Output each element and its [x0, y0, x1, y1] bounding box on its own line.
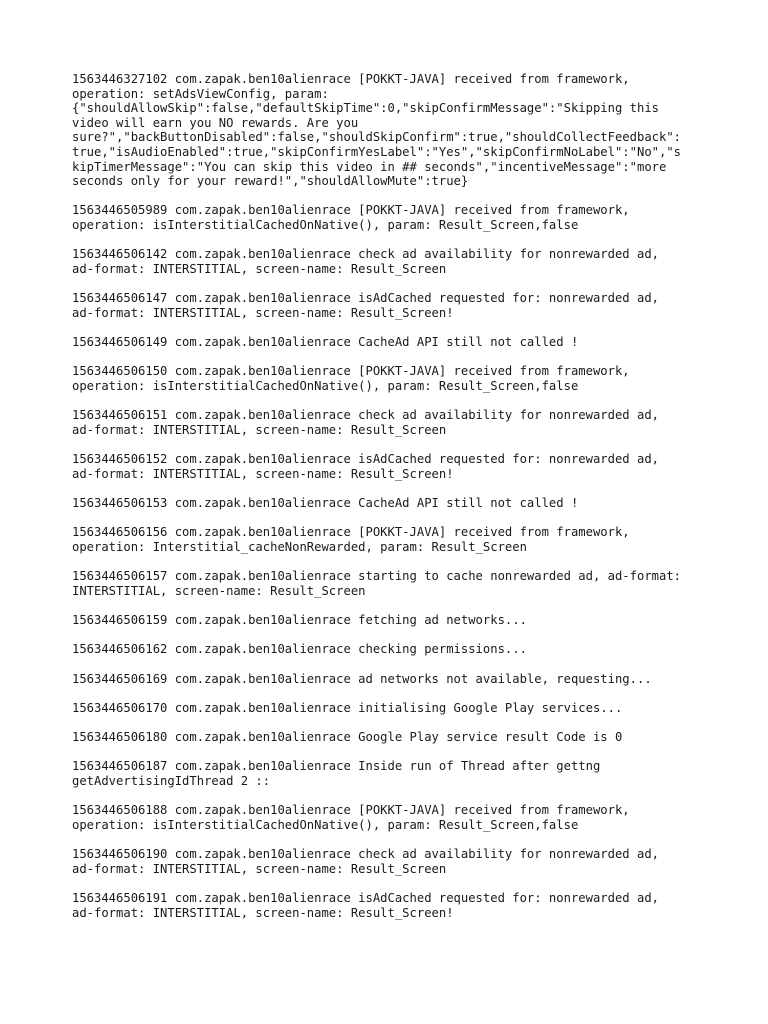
log-entry: 1563446506142 com.zapak.ben10alienrace check ad availability for nonrewarded ad, ad-format: INTERSTITIAL, screen-name: Result_Screen [72, 247, 659, 276]
log-entry: 1563446506180 com.zapak.ben10alienrace Google Play service result Code is 0 [72, 730, 623, 745]
log-entry: 1563446506162 com.zapak.ben10alienrace checking permissions... [72, 642, 527, 657]
log-entry: 1563446506170 com.zapak.ben10alienrace initialising Google Play services... [72, 700, 623, 715]
log-entry: 1563446506169 com.zapak.ben10alienrace ad networks not available, requesting... [72, 671, 652, 686]
log-entry: 1563446506149 com.zapak.ben10alienrace CacheAd API still not called ! [72, 335, 579, 350]
log-entry: 1563446506152 com.zapak.ben10alienrace isAdCached requested for: nonrewarded ad, ad-format: INTERSTITIAL, screen-name: Result_Screen! [72, 452, 659, 481]
log-entry: 1563446327102 com.zapak.ben10alienrace [POKKT-JAVA] received from framework, operation: setAdsViewConfig, param: {"shouldAllowSkip":false,"defaultSkipTime":0,"skipConfirmMessage":"Skipping this video will earn you NO rewards. Are you sure?","backButtonDisabled":false,"shouldSkipConfirm":true,"shouldCollectFeedback": true,"isAudioEnabled":true,"skipConfirmYesLabel":"Yes","skipConfirmNoLabel":"No","s kipTimerMessage":"You can skip this video in ## seconds","incentiveMessage":"more seconds only for your reward!","shouldAllowMute":true} [72, 72, 682, 189]
log-entry: 1563446506153 com.zapak.ben10alienrace CacheAd API still not called ! [72, 495, 579, 510]
log-entry: 1563446506156 com.zapak.ben10alienrace [POKKT-JAVA] received from framework, operation: Interstitial_cacheNonRewarded, param: Result_Screen [72, 525, 630, 554]
log-entry: 1563446505989 com.zapak.ben10alienrace [POKKT-JAVA] received from framework, operation: isInterstitialCachedOnNative(), param: Result_Screen,false [72, 203, 630, 233]
log-entry: 1563446506187 com.zapak.ben10alienrace Inside run of Thread after gettng getAdvertisingIdThread 2 :: [72, 759, 601, 788]
log-entry: 1563446506150 com.zapak.ben10alienrace [POKKT-JAVA] received from framework, operation: isInterstitialCachedOnNative(), param: Result_Screen,false [72, 364, 630, 393]
log-entry: 1563446506151 com.zapak.ben10alienrace check ad availability for nonrewarded ad, ad-format: INTERSTITIAL, screen-name: Result_Screen [72, 408, 659, 437]
log-entry: 1563446506191 com.zapak.ben10alienrace isAdCached requested for: nonrewarded ad, ad-format: INTERSTITIAL, screen-name: Result_Screen! [72, 891, 659, 920]
log-entry: 1563446506159 com.zapak.ben10alienrace fetching ad networks... [72, 613, 527, 627]
log-entry: 1563446506147 com.zapak.ben10alienrace isAdCached requested for: nonrewarded ad, ad-format: INTERSTITIAL, screen-name: Result_Screen! [72, 291, 659, 320]
log-entry: 1563446506190 com.zapak.ben10alienrace check ad availability for nonrewarded ad, ad-format: INTERSTITIAL, screen-name: Result_Screen [72, 847, 659, 876]
log-entry: 1563446506188 com.zapak.ben10alienrace [POKKT-JAVA] received from framework, operation: isInterstitialCachedOnNative(), param: Result_Screen,false [72, 803, 630, 832]
log-document [72, 72, 712, 935]
log-entry: 1563446506157 com.zapak.ben10alienrace starting to cache nonrewarded ad, ad-format: INTERSTITIAL, screen-name: Result_Screen [72, 569, 682, 598]
